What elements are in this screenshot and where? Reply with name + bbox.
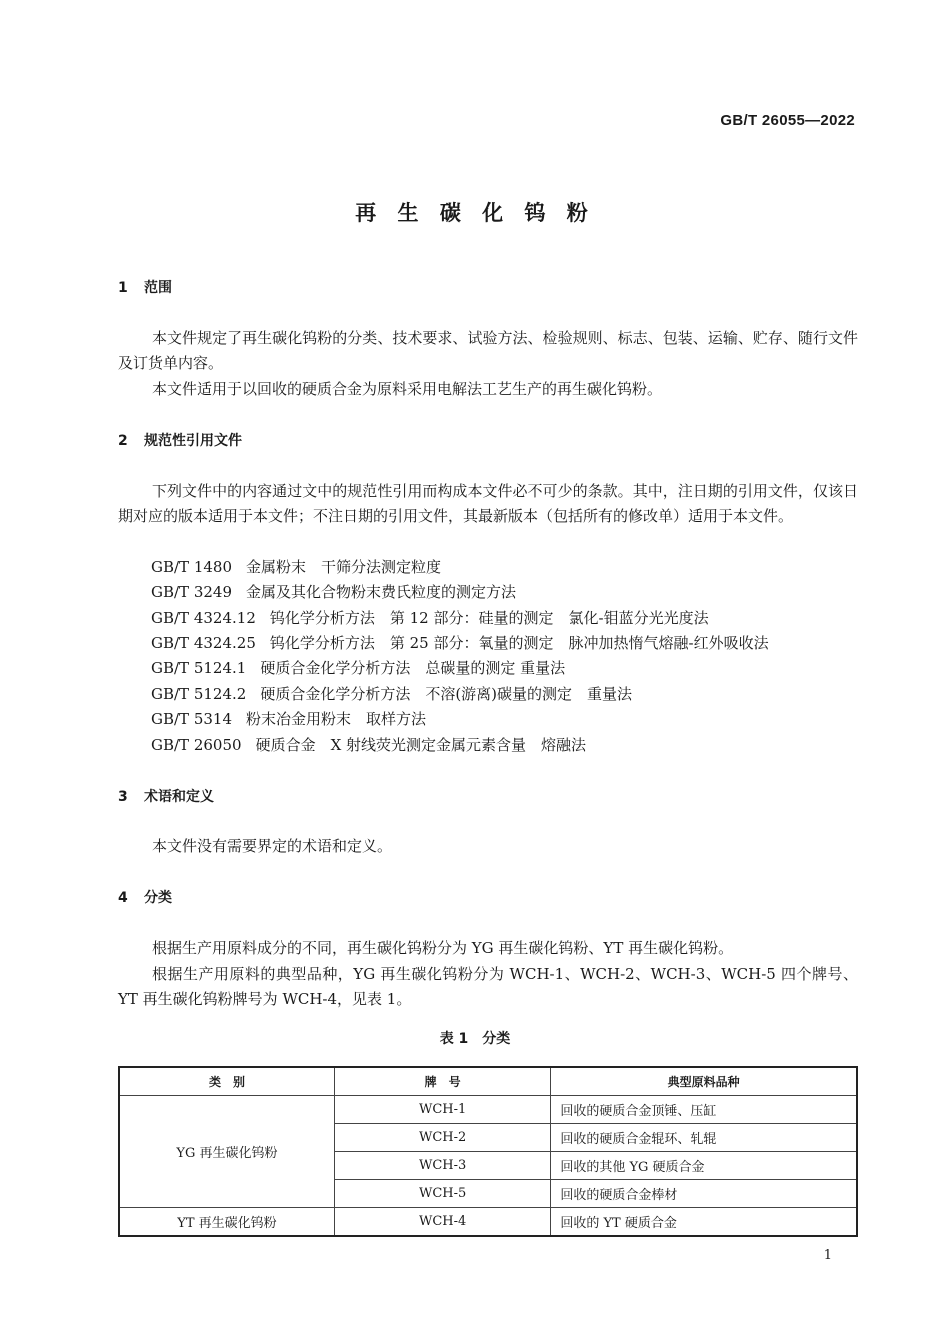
section-4-heading: [118, 887, 172, 907]
column-header: 牌 号: [334, 1067, 550, 1096]
table-row: [119, 1208, 857, 1237]
reference-title: 金属及其化合物粉末费氏粒度的测定方法: [246, 583, 517, 601]
paragraph: 根据生产用原料成分的不同，再生碳化钨粉分为 YG 再生碳化钨粉、YT 再生碳化钨粉。: [152, 939, 734, 957]
paragraph: 本文件规定了再生碳化钨粉的分类、技术要求、试验方法、检验规则、标志、包装、运输、贮存、随行文件及订货单内容。: [118, 329, 858, 372]
grade-cell: WCH-3: [334, 1152, 550, 1180]
reference-title: 硬质合金化学分析方法 不溶(游离)碳量的测定 重量法: [260, 685, 633, 703]
table-caption: 表 1 分类: [439, 1031, 511, 1047]
section-3-heading: [118, 786, 214, 806]
material-cell: 回收的硬质合金顶锤、压缸: [551, 1096, 857, 1124]
paragraph: 本文件适用于以回收的硬质合金为原料采用电解法工艺生产的再生碳化钨粉。: [152, 380, 663, 398]
reference-code: GB/T 5124.2: [151, 685, 247, 703]
material-cell: 回收的 YT 硬质合金: [551, 1208, 857, 1237]
section-2-heading: [118, 430, 242, 450]
paragraph: 下列文件中的内容通过文中的规范性引用而构成本文件必不可少的条款。其中，注日期的引用文件，仅该日期对应的版本适用于本文件；不注日期的引用文件，其最新版本（包括所有的修改单）适用于本文件。: [118, 482, 858, 525]
standard-number: GB/T 26055—2022: [720, 112, 855, 129]
section-title: 规范性引用文件: [144, 433, 242, 449]
grade-cell: WCH-5: [334, 1180, 550, 1208]
paragraph: 根据生产用原料的典型品种，YG 再生碳化钨粉分为 WCH-1、WCH-2、WCH-3、WCH-5 四个牌号、YT 再生碳化钨粉牌号为 WCH-4，见表 1。: [118, 965, 858, 1008]
reference-item: [151, 556, 455, 577]
category-cell: YT 再生碳化钨粉: [119, 1208, 334, 1237]
column-header: 类 别: [119, 1067, 334, 1096]
reference-code: GB/T 1480: [151, 558, 233, 576]
material-cell: 回收的硬质合金棒材: [551, 1180, 857, 1208]
reference-item: [151, 581, 530, 602]
page-number: 1: [823, 1248, 832, 1263]
section-title: 术语和定义: [144, 789, 214, 805]
reference-title: 硬质合金 X 射线荧光测定金属元素含量 熔融法: [255, 736, 587, 754]
reference-title: 钨化学分析方法 第 12 部分：硅量的测定 氯化-钼蓝分光光度法: [269, 609, 709, 627]
section-number: 1: [118, 280, 128, 296]
table-row: [119, 1096, 857, 1124]
column-header: 典型原料品种: [551, 1067, 857, 1096]
section-number: 3: [118, 789, 128, 805]
category-cell: YG 再生碳化钨粉: [119, 1096, 334, 1208]
reference-title: 粉末冶金用粉末 取样方法: [246, 710, 427, 728]
reference-item: [151, 708, 440, 729]
section-number: 2: [118, 433, 128, 449]
material-cell: 回收的硬质合金辊环、轧辊: [551, 1124, 857, 1152]
grade-cell: WCH-4: [334, 1208, 550, 1237]
reference-item: [151, 657, 579, 678]
reference-code: GB/T 4324.12: [151, 609, 256, 627]
reference-title: 硬质合金化学分析方法 总碳量的测定 重量法: [260, 659, 566, 677]
reference-title: 钨化学分析方法 第 25 部分：氧量的测定 脉冲加热惰气熔融-红外吸收法: [269, 634, 769, 652]
table-header-row: [119, 1067, 857, 1096]
document-title: 再 生 碳 化 钨 粉: [355, 201, 595, 225]
reference-code: GB/T 4324.25: [151, 634, 256, 652]
reference-code: GB/T 5124.1: [151, 659, 247, 677]
section-title: 范围: [144, 280, 172, 296]
reference-item: [151, 683, 646, 704]
grade-cell: WCH-2: [334, 1124, 550, 1152]
reference-code: GB/T 3249: [151, 583, 233, 601]
reference-code: GB/T 5314: [151, 710, 233, 728]
reference-code: GB/T 26050: [151, 736, 242, 754]
grade-cell: WCH-1: [334, 1096, 550, 1124]
material-cell: 回收的其他 YG 硬质合金: [551, 1152, 857, 1180]
reference-item: [151, 632, 783, 653]
reference-item: [151, 734, 600, 755]
reference-item: [151, 607, 723, 628]
section-1-heading: [118, 277, 172, 297]
paragraph: 本文件没有需要界定的术语和定义。: [152, 837, 393, 855]
section-title: 分类: [144, 890, 172, 906]
section-number: 4: [118, 890, 128, 906]
classification-table: [118, 1066, 858, 1237]
reference-title: 金属粉末 干筛分法测定粒度: [246, 558, 442, 576]
